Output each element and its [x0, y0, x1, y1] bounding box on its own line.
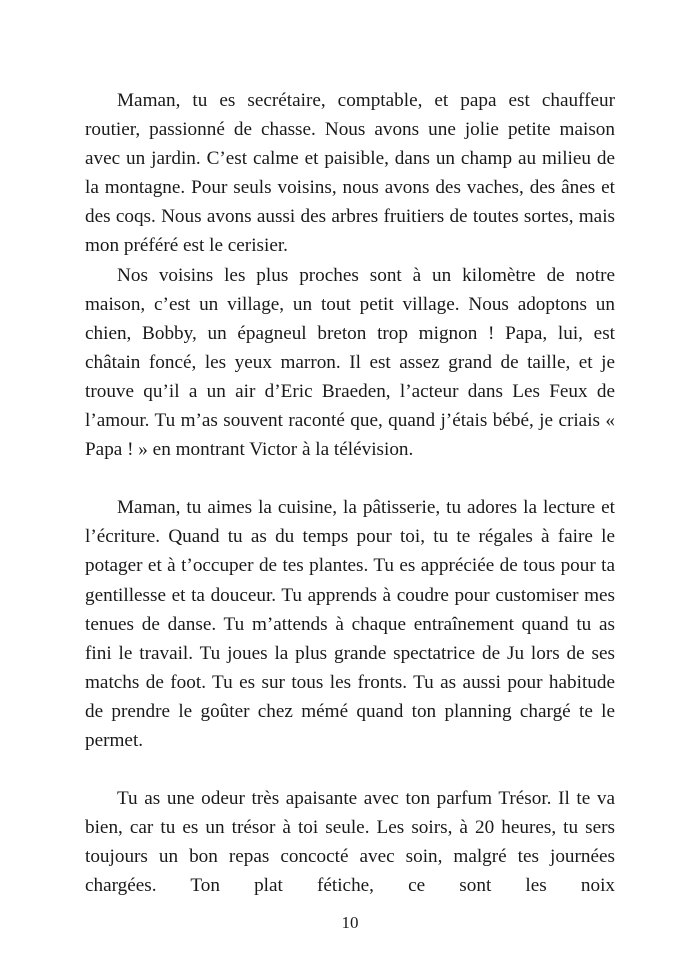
paragraph-3: Maman, tu aimes la cuisine, la pâtisserie, tu adores la lecture et l’écriture. Quand tu as du temps pour toi, tu te régales à faire le potager et à t’occuper de tes plantes. Tu es appréciée de tous pour ta gentillesse et ta douceur. Tu apprends à coudre pour customiser mes tenues de danse. Tu m’attends à chaque entraînement quand tu as fini le travail. Tu joues la plus grande spectatrice de Ju lors de ses matchs de foot. Tu es sur tous les fronts. Tu as aussi pour habitude de prendre le goûter chez mémé quand ton planning chargé te le permet. — [85, 497, 615, 751]
paragraph-2: Nos voisins les plus proches sont à un kilomètre de notre maison, c’est un village, un tout petit village. Nous adoptons un chien, Bobby, un épagneul breton trop mignon ! Papa, lui, est châtain foncé, les yeux marron. Il est assez grand de taille, et je trouve qu’il a un air d’Eric Braeden, l’acteur dans Les Feux de l’amour. Tu m’as souvent raconté que, quand j’étais bébé, je criais « Papa ! » en montrant Victor à la télévision. — [85, 264, 615, 461]
page-body — [85, 86, 615, 900]
paragraph-4: Tu as une odeur très apaisante avec ton parfum Trésor. Il te va bien, car tu es un trésor à toi seule. Les soirs, à 20 heures, tu sers toujours un bon repas concocté avec soin, malgré tes journées chargées. Ton plat fétiche, ce sont les noix — [85, 788, 615, 897]
paragraph-1: Maman, tu es secrétaire, comptable, et papa est chauffeur routier, passionné de chasse. Nous avons une jolie petite maison avec un jardin. C’est calme et paisible, dans un champ au milieu de la montagne. Pour seuls voisins, nous avons des vaches, des ânes et des coqs. Nous avons aussi des arbres fruitiers de toutes sortes, mais mon préféré est le cerisier. — [85, 90, 615, 257]
section-break — [85, 464, 615, 493]
page-number: 10 — [341, 913, 359, 932]
section-break — [85, 755, 615, 784]
